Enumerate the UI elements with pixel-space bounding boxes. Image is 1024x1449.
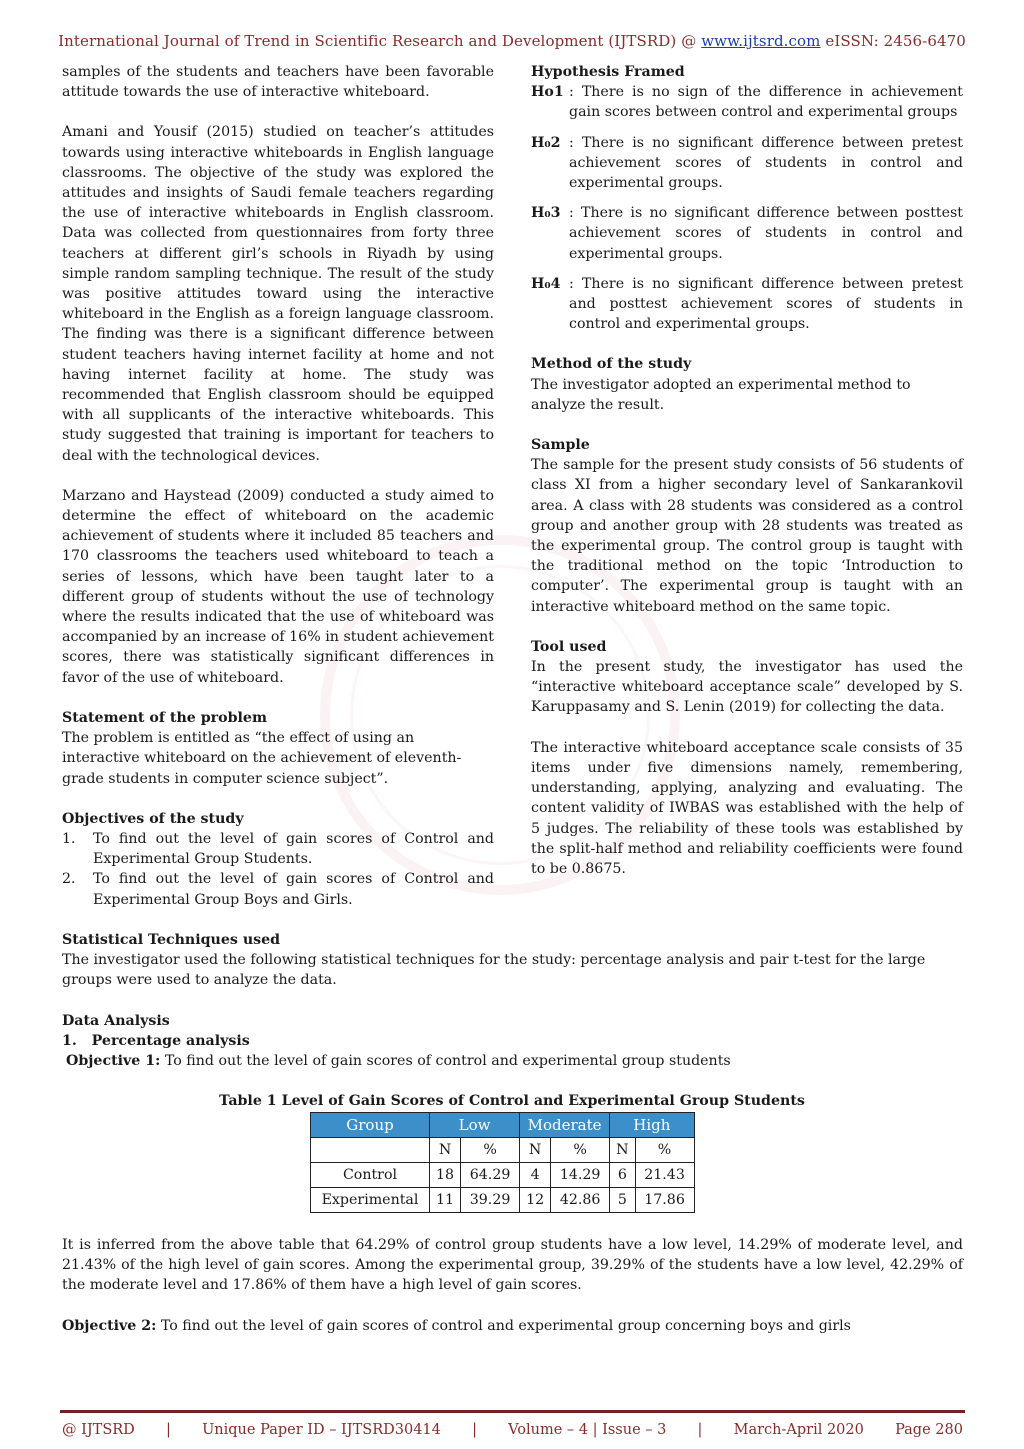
paragraph: The problem is entitled as “the effect of using an interactive whiteboard on the achievement of eleventh-grade students in computer science subject”. bbox=[62, 730, 462, 787]
list-text: To find out the level of gain scores of Control and Experimental Group Students. bbox=[93, 830, 494, 868]
objective-label: Objective 1: bbox=[66, 1053, 161, 1070]
section-heading: Statement of the problem bbox=[62, 709, 267, 726]
paragraph: The interactive whiteboard acceptance scale consists of 35 items under five dimensions namely, remembering, understanding, applying, analyzing and evaluating. The content validity of IWBAS was established with the help of 5 judges. The reliability of these tools was established by the split-half method and reliability coefficients were found to be 0.8675. bbox=[531, 739, 963, 877]
table-cell: N bbox=[430, 1138, 461, 1163]
table-header-cell: Low bbox=[430, 1113, 520, 1138]
gain-scores-table bbox=[310, 1112, 695, 1213]
table-cell: 5 bbox=[610, 1188, 635, 1213]
table-cell: 11 bbox=[430, 1188, 461, 1213]
objective-line bbox=[62, 1051, 963, 1071]
table-cell: % bbox=[635, 1138, 694, 1163]
section-heading: Method of the study bbox=[531, 356, 692, 373]
footer-volume: Volume – 4 | Issue – 3 bbox=[508, 1422, 667, 1438]
journal-header bbox=[0, 31, 1024, 51]
table-cell: 6 bbox=[610, 1163, 635, 1188]
header-issn: eISSN: 2456-6470 bbox=[820, 32, 966, 50]
footer-divider bbox=[60, 1410, 965, 1413]
paragraph: The investigator adopted an experimental method to analyze the result. bbox=[531, 376, 911, 413]
table-cell bbox=[311, 1138, 430, 1163]
table-cell: 64.29 bbox=[461, 1163, 520, 1188]
paragraph: The investigator used the following statistical techniques for the study: percentage analysis and pair t-test for the large groups were used to analyze the data. bbox=[62, 952, 926, 989]
table-cell: 39.29 bbox=[461, 1188, 520, 1213]
objective-line bbox=[62, 1316, 963, 1336]
section-heading: Objectives of the study bbox=[62, 810, 244, 827]
table-cell: 17.86 bbox=[635, 1188, 694, 1213]
hypothesis bbox=[531, 274, 963, 335]
hypothesis-label: H₀4 bbox=[531, 275, 561, 292]
table-header-row bbox=[311, 1113, 695, 1138]
hypothesis bbox=[531, 203, 963, 264]
hypothesis-text: : There is no significant difference between pretest achievement scores of students in control and experimental groups. bbox=[569, 134, 963, 192]
section-heading: Tool used bbox=[531, 638, 607, 655]
list-item bbox=[62, 869, 494, 909]
list-number: 1. bbox=[62, 830, 76, 847]
left-column bbox=[62, 62, 494, 910]
list-item bbox=[62, 829, 494, 869]
objective-text: To find out the level of gain scores of control and experimental group students bbox=[160, 1053, 731, 1070]
table-subheader-row bbox=[311, 1138, 695, 1163]
paragraph: Amani and Yousif (2015) studied on teacher’s attitudes towards using interactive whiteboards in English language classrooms. The objective of the study was explored the attitudes and insights of Saudi female teachers regarding the use of interactive whiteboards in English classroom. Data was collected from questionnaires from forty three teachers at different girl’s schools in Riyadh by using simple random sampling technique. The result of the study was positive attitudes toward using the interactive whiteboard in the English as a foreign language classroom. The finding was there is a significant difference between student teachers having internet facility at home and not having internet facility at home. The study was recommended that English classroom should be equipped with all supplicants of the interactive whiteboards. This study suggested that training is important for teachers to deal with the technological devices. bbox=[62, 124, 494, 464]
right-column bbox=[531, 62, 963, 879]
section-heading: Data Analysis bbox=[62, 1012, 170, 1029]
table-cell: Experimental bbox=[311, 1188, 430, 1213]
hypothesis-text: : There is no significant difference between pretest and posttest achievement scores of students in control and experimental groups. bbox=[569, 275, 963, 333]
list-number: 2. bbox=[62, 871, 76, 888]
table-cell: 12 bbox=[520, 1188, 551, 1213]
footer-org: @ IJTSRD bbox=[62, 1422, 135, 1438]
table-header-cell: Moderate bbox=[520, 1113, 610, 1138]
page-footer bbox=[62, 1420, 963, 1440]
footer-page: Page 280 bbox=[895, 1422, 963, 1438]
hypothesis-label: H₀2 bbox=[531, 134, 561, 151]
footer-separator: | bbox=[472, 1422, 477, 1438]
hypothesis-label: H₀3 bbox=[531, 205, 561, 222]
paragraph: samples of the students and teachers have been favorable attitude towards the use of interactive whiteboard. bbox=[62, 64, 494, 101]
list-text: To find out the level of gain scores of Control and Experimental Group Boys and Girls. bbox=[93, 871, 494, 908]
section-heading: Statistical Techniques used bbox=[62, 932, 281, 948]
footer-date: March-April 2020 bbox=[733, 1422, 864, 1438]
hypothesis-text: : There is no significant difference between posttest achievement scores of students in control and experimental groups. bbox=[569, 205, 963, 262]
section-heading: Sample bbox=[531, 437, 590, 454]
paragraph: In the present study, the investigator has used the “interactive whiteboard acceptance scale” developed by S. Karuppasamy and S. Lenin (2019) for collecting the data. bbox=[531, 659, 963, 716]
statistical-techniques bbox=[62, 930, 963, 1071]
footer-separator: | bbox=[697, 1422, 703, 1438]
table-cell: 42.86 bbox=[551, 1188, 610, 1213]
table-cell: 14.29 bbox=[551, 1163, 610, 1188]
paragraph: It is inferred from the above table that 64.29% of control group students have a low level, 14.29% of moderate level, and 21.43% of the high level of gain scores. Among the experimental group, 39.29% of the students have a low level, 42.29% of the moderate level and 17.86% of them have a high level of gain scores. bbox=[62, 1237, 963, 1294]
journal-link[interactable]: www.ijtsrd.com bbox=[701, 32, 821, 50]
table-cell: Control bbox=[311, 1163, 430, 1188]
paragraph: The sample for the present study consists of 56 students of class XI from a higher secondary level of Sankarankovil area. A class with 28 students was considered as a control group and another group with 28 students was treated as the experimental group. The control group is taught with the traditional method on the topic ‘Introduction to computer’. The experimental group is taught with an interactive whiteboard method on the same topic. bbox=[531, 457, 963, 615]
table-header-cell: Group bbox=[311, 1113, 430, 1138]
table-row bbox=[311, 1188, 695, 1213]
table-header-cell: High bbox=[610, 1113, 694, 1138]
table-caption: Table 1 Level of Gain Scores of Control and Experimental Group Students bbox=[219, 1093, 805, 1109]
table-cell: % bbox=[461, 1138, 520, 1163]
objective-text: To find out the level of gain scores of control and experimental group concerning boys and girls bbox=[156, 1317, 851, 1334]
objective-label: Objective 2: bbox=[62, 1317, 157, 1334]
hypothesis bbox=[531, 82, 963, 122]
objectives-list bbox=[62, 829, 494, 910]
header-text: International Journal of Trend in Scientific Research and Development (IJTSRD) @ bbox=[58, 32, 702, 50]
inference-section bbox=[62, 1235, 963, 1336]
table-cell: 18 bbox=[430, 1163, 461, 1188]
footer-paper-id: Unique Paper ID – IJTSRD30414 bbox=[202, 1422, 441, 1438]
table-cell: N bbox=[520, 1138, 551, 1163]
table-cell: % bbox=[551, 1138, 610, 1163]
hypothesis bbox=[531, 133, 963, 194]
table-cell: 21.43 bbox=[635, 1163, 694, 1188]
hypothesis-text: : There is no sign of the difference in achievement gain scores between control and experimental groups bbox=[569, 84, 963, 121]
hypothesis-label: Ho1 bbox=[531, 84, 564, 101]
footer-separator: | bbox=[166, 1422, 171, 1438]
table-cell: 4 bbox=[520, 1163, 551, 1188]
section-heading: Hypothesis Framed bbox=[531, 64, 685, 80]
paragraph: Marzano and Haystead (2009) conducted a study aimed to determine the effect of whiteboard on the academic achievement of students where it included 85 teachers and 170 classrooms the teachers used whiteboard to teach a series of lessons, which have been taught later to a different group of students without the use of technology where the results indicated that the use of whiteboard was accompanied by an increase of 16% in student achievement scores, there was statistically significant differences in favor of the use of whiteboard. bbox=[62, 487, 494, 686]
table-cell: N bbox=[610, 1138, 635, 1163]
subsection-heading: 1. Percentage analysis bbox=[62, 1032, 250, 1049]
table-row bbox=[311, 1163, 695, 1188]
